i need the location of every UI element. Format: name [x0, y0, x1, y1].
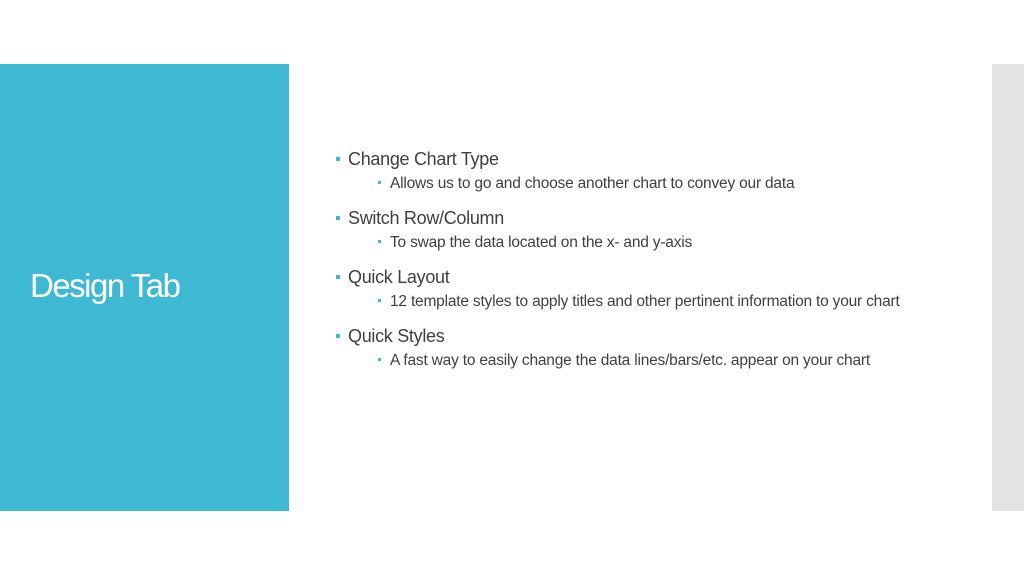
bullet-item-switch-row-column — [335, 205, 935, 253]
bullet-text: Change Chart Type — [348, 149, 499, 169]
sub-bullet-list — [348, 350, 935, 371]
side-bar — [992, 64, 1024, 511]
sub-bullet-item — [348, 232, 935, 253]
sub-bullet-list — [348, 291, 935, 312]
slide-title: Design Tab — [30, 267, 180, 304]
sub-bullet-square-icon — [378, 358, 381, 361]
sub-bullet-text: A fast way to easily change the data lines/bars/etc. appear on your chart — [390, 352, 870, 369]
bullet-text: Quick Layout — [348, 267, 450, 287]
bullet-item-quick-styles — [335, 323, 935, 371]
bullet-square-icon — [336, 157, 340, 161]
sub-bullet-item — [348, 173, 935, 194]
sub-bullet-text: To swap the data located on the x- and y-axis — [390, 234, 693, 251]
bullet-text: Switch Row/Column — [348, 208, 504, 228]
sub-bullet-square-icon — [378, 181, 381, 184]
slide-content — [335, 146, 935, 382]
sub-bullet-item — [348, 350, 935, 371]
sub-bullet-list — [348, 173, 935, 194]
bullet-square-icon — [336, 216, 340, 220]
bullet-square-icon — [336, 275, 340, 279]
sub-bullet-item — [348, 291, 935, 312]
sub-bullet-square-icon — [378, 240, 381, 243]
sub-bullet-list — [348, 232, 935, 253]
bullet-item-quick-layout — [335, 264, 935, 312]
bullet-item-change-chart-type — [335, 146, 935, 194]
sub-bullet-text: Allows us to go and choose another chart to convey our data — [390, 175, 795, 192]
sub-bullet-square-icon — [378, 299, 381, 302]
bullet-text: Quick Styles — [348, 326, 445, 346]
sub-bullet-text: 12 template styles to apply titles and other pertinent information to your chart — [390, 293, 900, 310]
bullet-square-icon — [336, 334, 340, 338]
bullet-list — [335, 146, 935, 371]
